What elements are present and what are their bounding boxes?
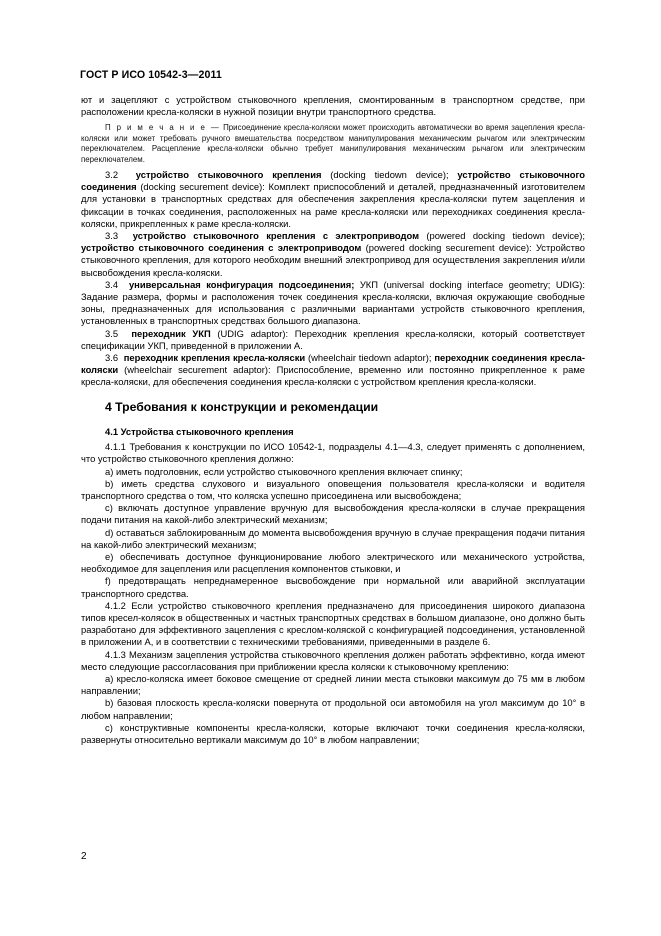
intro-paragraph: ют и зацепляют с устройством стыковочного крепления, смонтированным в транспортном средстве, при расположении кресла-коляски в нужной позиции внутри транспортного средства. — [81, 94, 585, 118]
term-3-2 — [81, 169, 585, 230]
term-name: переходник крепления кресла-коляски — [123, 352, 306, 364]
term-english: (docking tiedown device); — [330, 169, 449, 181]
term-3-3 — [81, 230, 585, 279]
term-name: устройство стыковочного крепления — [135, 169, 322, 181]
term-definition: Приспособление, временно или постоянно прикрепленное к раме кресла-коляски, для обеспечения соединения кресла-коляски с устройством крепления кресла-коляски. — [81, 364, 585, 388]
document-header: ГОСТ Р ИСО 10542-3—2011 — [80, 69, 222, 81]
term-name: универсальная конфигурация подсоединения; — [128, 278, 355, 290]
term-name: устройство стыковочного крепления с электроприводом — [132, 230, 420, 242]
term-synonym: переходник соединения кресла-коляски — [81, 352, 585, 376]
subsection-4-1-heading: 4.1 Устройства стыковочного крепления — [105, 425, 294, 437]
list-item: е) обеспечивать доступное функционирование любого электрического или механического устройства, необходимое для зацепления или расцепления компонентов стыковки, и — [81, 550, 585, 575]
note-label: П р и м е ч а н и е — — [105, 123, 221, 133]
term-3-6 — [81, 352, 585, 389]
page-number: 2 — [81, 851, 87, 862]
term-english: УКП (universal docking interface geometry; UDIG): — [359, 278, 585, 290]
term-english: (powered docking securement device): — [365, 242, 532, 254]
list-item: с) конструктивные компоненты кресла-коляски, которые включают точки соединения кресла-коляски, развернуты относительно вертикали максимум до 10° в любом направлении; — [81, 721, 585, 745]
term-definition: Задание размера, формы и расположения точек соединения кресла-коляски, включая окружающие свободные зоны, предназначенных для использования с различными вариантами устройств стыковочного крепления, установленных в транспортных средствах большого диапазона. — [81, 291, 585, 327]
term-3-5 — [81, 328, 585, 352]
clause-4-1-3: 4.1.3 Механизм зацепления устройства стыковочного крепления должен работать эффективно, когда имеют место следующие рассогласования при приближении кресла коляски к стыковочному креплению: — [81, 648, 585, 672]
term-name: переходник УКП — [131, 327, 211, 339]
term-number: 3.2 — [105, 169, 119, 181]
list-item: а) кресло-коляска имеет боковое смещение от средней линии места стыковки максимум до 75 мм в любом направлении; — [81, 672, 585, 697]
list-item: f) предотвращать непреднамеренное высвобождение при нормальной или аварийной эксплуатации транспортного средства. — [81, 575, 585, 599]
term-3-4 — [81, 279, 585, 328]
term-synonym: устройство стыковочного соединения — [81, 169, 586, 193]
term-number: 3.5 — [105, 327, 119, 339]
term-synonym: устройство стыковочного соединения с электроприводом — [81, 242, 362, 254]
term-number: 3.6 — [105, 352, 119, 364]
term-english: (powered docking tiedown device); — [426, 230, 585, 242]
term-definition: Переходник крепления кресла-коляски, который соответствует спецификации УКП, приведенной в приложении А. — [81, 327, 585, 351]
term-english: (docking securement device): — [140, 181, 265, 193]
term-number: 3.4 — [105, 278, 119, 290]
list-item: b) базовая плоскость кресла-коляски повернута от продольной оси автомобиля на угол максимум до 10° в любом направлении; — [81, 697, 585, 721]
list-item: b) иметь средства слухового и визуального оповещения пользователя кресла-коляски и водителя транспортного средства о том, что коляска успешно присоединена или высвобождена; — [81, 477, 585, 501]
note-text: Присоединение кресла-коляски может происходить автоматически во время зацепления кресла-коляски или может требовать ручного вмешательства посредством манипулирования механическим рычагом или электрическим переключателем. Расцепление кресла-коляски обычно требует манипулирования механическим рычагом или электрическим переключателем. — [81, 123, 585, 164]
term-english: (wheelchair tiedown adaptor); — [308, 352, 432, 364]
section-4-heading: 4 Требования к конструкции и рекомендации — [105, 399, 379, 414]
term-english: (UDIG adaptor): — [217, 327, 289, 339]
term-definition: Устройство стыковочного крепления, для которого необходим внешний электропривод для осуществления закрепления и/или высвобождения кресла-коляски. — [81, 242, 585, 278]
list-item: а) иметь подголовник, если устройство стыковочного крепления включает спинку; — [105, 465, 463, 477]
list-item: d) оставаться заблокированным до момента высвобождения вручную в случае прекращения подачи питания на какой-либо электрический механизм; — [81, 526, 585, 550]
clause-4-1-2: 4.1.2 Если устройство стыковочного крепления предназначено для присоединения широкого диапазона типов кресел-колясок в общественных и частных транспортных средствах в большом диапазоне, оно должно быть разработано для эффективного зацепления с креслом-коляской с конфигурацией подсоединения, установленной в приложении А, и в соответствии с техническими требованиями, приведенными в разделе 6. — [81, 599, 585, 648]
document-body — [81, 94, 585, 746]
term-number: 3.3 — [105, 230, 119, 242]
term-definition: Комплект приспособлений и деталей, предназначенный изготовителем для установки в транспортных средствах для обеспечения закрепления кресла-коляски путем зацепления и фиксации в точках соединения, расположенных на раме кресла-коляски или переходниках соединения кресла-коляски, прикрепленных к раме кресла-коляски. — [81, 181, 586, 229]
clause-4-1-1: 4.1.1 Требования к конструкции по ИСО 10542-1, подразделы 4.1—4.3, следует применять с дополнением, что устройство стыковочного крепления должно: — [81, 441, 585, 465]
note-paragraph — [81, 123, 585, 165]
term-english: (wheelchair securement adaptor): — [124, 364, 271, 376]
list-item: с) включать доступное управление вручную для высвобождения кресла-коляски в случае прекращения подачи питания на какой-либо электрический механизм; — [81, 502, 585, 526]
